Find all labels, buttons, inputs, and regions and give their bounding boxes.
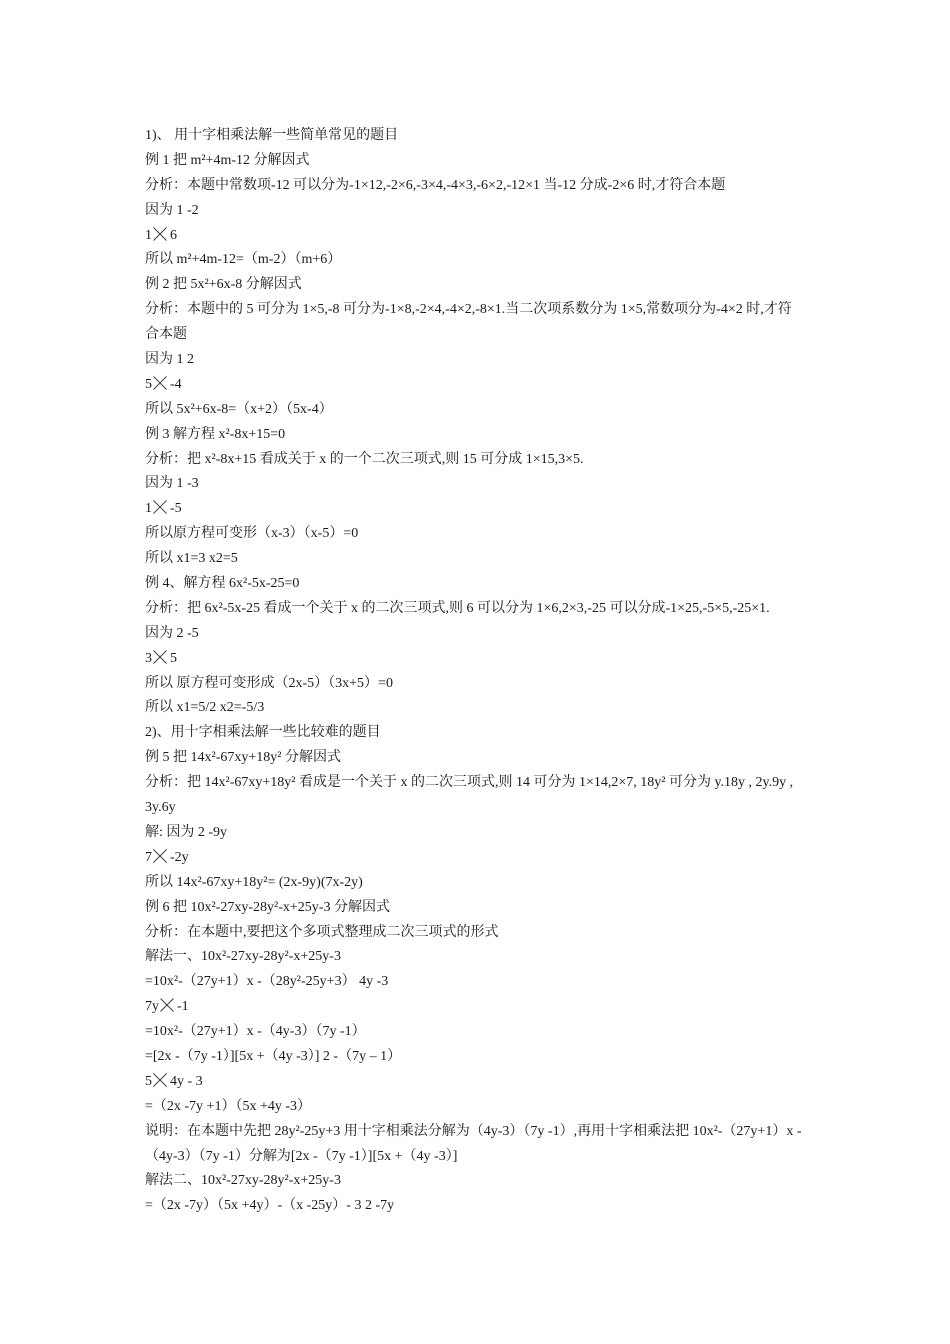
cross-right-term: 5	[170, 650, 177, 666]
text-line: 例 3 解方程 x²-8x+15=0	[145, 426, 286, 442]
cross-multiplication-row	[145, 846, 815, 871]
text-line: 2)、用十字相乘法解一些比较难的题目	[145, 725, 381, 741]
cross-icon	[153, 500, 167, 514]
cross-multiplication-row	[145, 224, 815, 249]
text-line: 分析：把 6x²-5x-25 看成一个关于 x 的二次三项式,则 6 可以分为 1×6,2×3,-25 可以分成-1×25,-5×5,-25×1.	[145, 600, 770, 616]
cross-left-term: 7	[145, 849, 152, 865]
text-line: 解法二、10x²-27xy-28y²-x+25y-3	[145, 1173, 341, 1189]
cross-left-term: 5	[145, 1073, 152, 1089]
cross-multiplication-row	[145, 647, 815, 672]
text-line: 例 2 把 5x²+6x-8 分解因式	[145, 277, 302, 293]
cross-left-term: 5	[145, 376, 152, 392]
text-line: 分析：在本题中,要把这个多项式整理成二次三项式的形式	[145, 924, 499, 940]
text-line: 所以 m²+4m-12=（m-2）（m+6）	[145, 252, 342, 268]
text-line: （4y-3）（7y -1）分解为[2x -（7y -1）][5x +（4y -3）]	[145, 1148, 458, 1164]
cross-left-term: 7y	[145, 999, 159, 1015]
text-line: 例 1 把 m²+4m-12 分解因式	[145, 152, 310, 168]
text-line: 说明：在本题中先把 28y²-25y+3 用十字相乘法分解为（4y-3）（7y -1）,再用十字相乘法把 10x²-（27y+1）x -	[145, 1123, 802, 1139]
cross-icon	[153, 849, 167, 863]
text-line: 1)、 用十字相乘法解一些简单常见的题目	[145, 128, 399, 143]
text-line: 所以原方程可变形（x-3）（x-5）=0	[145, 526, 359, 542]
text-line: 分析：本题中的 5 可分为 1×5,-8 可分为-1×8,-2×4,-4×2,-8×1.当二次项系数分为 1×5,常数项分为-4×2 时,才符	[145, 302, 792, 318]
text-line: 例 6 把 10x²-27xy-28y²-x+25y-3 分解因式	[145, 899, 390, 915]
cross-right-term: -4	[170, 376, 182, 392]
document-body	[145, 124, 815, 1219]
cross-multiplication-row	[145, 1070, 815, 1095]
cross-icon	[153, 227, 167, 241]
text-line: 解: 因为 2 -9y	[145, 824, 228, 840]
text-line: 因为 1 2	[145, 352, 194, 368]
cross-right-term: -2y	[170, 849, 189, 865]
cross-right-term: -5	[170, 501, 182, 517]
text-line: 例 4、解方程 6x²-5x-25=0	[145, 576, 300, 592]
cross-left-term: 1	[145, 501, 152, 517]
text-line: 因为 2 -5	[145, 625, 199, 641]
cross-icon	[153, 1073, 167, 1087]
cross-icon	[153, 650, 167, 664]
text-line: 因为 1 -2	[145, 202, 199, 218]
text-line: =10x²-（27y+1）x -（4y-3）（7y -1）	[145, 1024, 366, 1040]
cross-left-term: 3	[145, 650, 152, 666]
cross-right-term: -1	[177, 999, 189, 1015]
text-line: 3y.6y	[145, 800, 176, 816]
text-line: =（2x -7y +1）（5x +4y -3）	[145, 1098, 312, 1114]
text-line: 合本题	[145, 327, 187, 343]
text-line: 解法一、10x²-27xy-28y²-x+25y-3	[145, 949, 341, 965]
text-line: 分析：把 14x²-67xy+18y² 看成是一个关于 x 的二次三项式,则 14 可分为 1×14,2×7, 18y² 可分为 y.18y , 2y.9y ,	[145, 775, 794, 791]
cross-icon	[153, 376, 167, 390]
text-line: 所以 14x²-67xy+18y²= (2x-9y)(7x-2y)	[145, 874, 363, 890]
text-line: 例 5 把 14x²-67xy+18y² 分解因式	[145, 750, 341, 766]
text-line: 所以 原方程可变形成（2x-5）（3x+5）=0	[145, 675, 393, 691]
text-line: =[2x -（7y -1）][5x +（4y -3）] 2 -（7y – 1）	[145, 1048, 402, 1064]
text-line: =10x²-（27y+1）x -（28y²-25y+3） 4y -3	[145, 974, 389, 990]
cross-icon	[160, 998, 174, 1012]
text-line: 所以 x1=3 x2=5	[145, 551, 238, 567]
cross-multiplication-row	[145, 995, 815, 1020]
cross-multiplication-row	[145, 497, 815, 522]
text-line: 所以 5x²+6x-8=（x+2）（5x-4）	[145, 401, 333, 417]
text-line: 分析：把 x²-8x+15 看成关于 x 的一个二次三项式,则 15 可分成 1×15,3×5.	[145, 451, 584, 467]
text-line: 因为 1 -3	[145, 476, 199, 492]
text-line: 分析：本题中常数项-12 可以分为-1×12,-2×6,-3×4,-4×3,-6×2,-12×1 当-12 分成-2×6 时,才符合本题	[145, 177, 726, 193]
cross-right-term: 4y - 3	[170, 1073, 203, 1089]
cross-right-term: 6	[170, 227, 177, 243]
cross-multiplication-row	[145, 373, 815, 398]
cross-left-term: 1	[145, 227, 152, 243]
text-line: =（2x -7y）（5x +4y）-（x -25y）- 3 2 -7y	[145, 1198, 395, 1214]
text-line: 所以 x1=5/2 x2=-5/3	[145, 700, 265, 716]
